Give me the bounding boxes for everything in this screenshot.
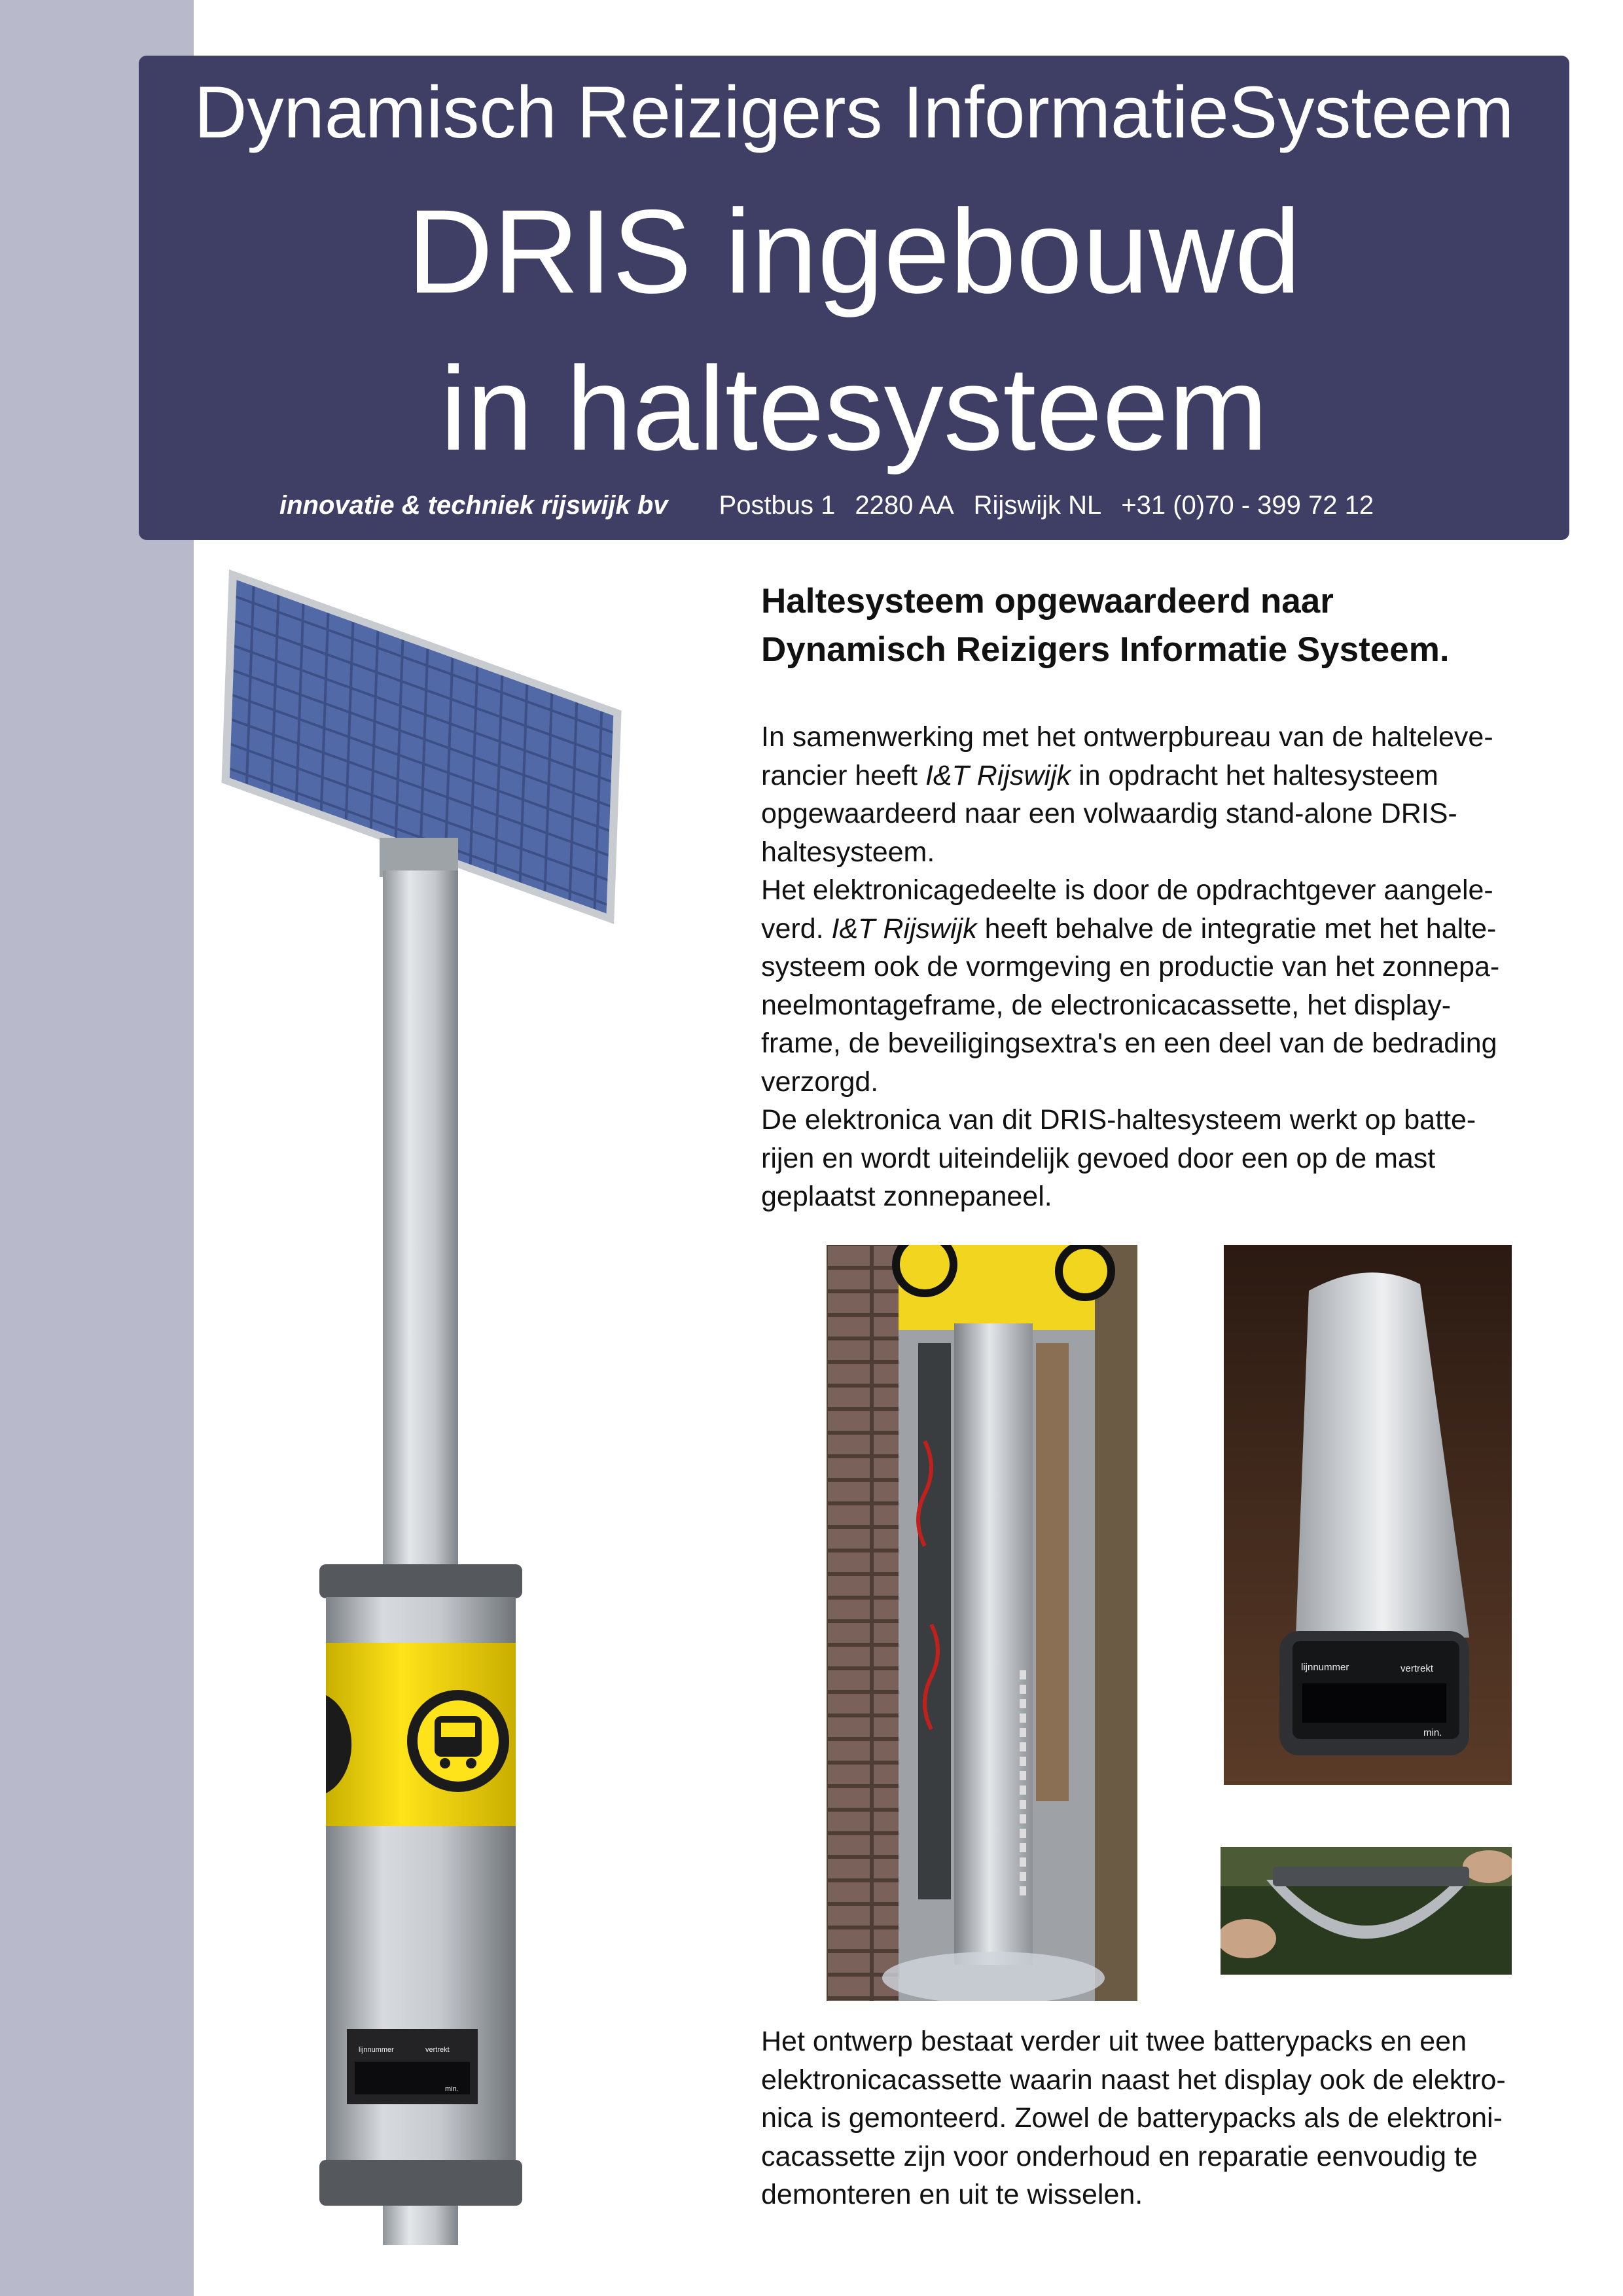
company-italic: I&T Rijswijk xyxy=(925,759,1071,791)
heading-line-2: Dynamisch Reizigers Informatie Systeem. xyxy=(761,630,1450,669)
text-fragment: heeft behalve de integratie met het halte- xyxy=(976,912,1497,944)
cassette-display-line-label: lijnnummer xyxy=(1301,1662,1349,1673)
paragraph-4 xyxy=(761,2022,1566,2214)
cassette-display-min-label: min. xyxy=(1423,1727,1442,1738)
photo-battery-pack xyxy=(1221,1847,1512,1975)
cassette-display-departure-label: vertrekt xyxy=(1400,1663,1434,1674)
postbus: Postbus 1 xyxy=(719,491,836,520)
photo-solar-bus-stop-pole xyxy=(209,563,668,2245)
postcode: 2280 AA xyxy=(855,491,954,520)
text-line: Het ontwerp bestaat verder uit twee batterypacks en een xyxy=(761,2026,1467,2057)
banner-title-line2: in haltesysteem xyxy=(440,342,1268,475)
text-line: neelmontageframe, de electronicacassette, het display- xyxy=(761,989,1452,1021)
text-line: cacassette zijn voor onderhoud en reparatie eenvoudig te xyxy=(761,2140,1478,2172)
text-line: geplaatst zonnepaneel. xyxy=(761,1181,1052,1212)
pole-display-line-label: lijnnummer xyxy=(359,2046,394,2054)
text-line: opgewaardeerd naar een volwaardig stand-alone DRIS- xyxy=(761,798,1457,829)
pole-display-min-label: min. xyxy=(445,2085,459,2093)
text-line: nica is gemonteerd. Zowel de batterypacks als de elektroni- xyxy=(761,2102,1503,2134)
pole-display-departure-label: vertrekt xyxy=(425,2046,450,2054)
photo-display-cassette xyxy=(1224,1245,1512,1785)
text-line: elektronicacassette waarin naast het display ook de elektro- xyxy=(761,2064,1506,2096)
text-line: Het elektronicagedeelte is door de opdrachtgever aangele- xyxy=(761,874,1493,906)
text-line: haltesysteem. xyxy=(761,836,935,868)
phone-number: +31 (0)70 - 399 72 12 xyxy=(1121,491,1374,520)
text-fragment: verd. xyxy=(761,912,832,944)
battery-pack-illustration xyxy=(1221,1847,1512,1975)
paragraph-2 xyxy=(761,871,1566,1101)
banner-title-line1: DRIS ingebouwd xyxy=(407,185,1301,318)
heading-line-1: Haltesysteem opgewaardeerd naar xyxy=(761,582,1334,620)
text-line: De elektronica van dit DRIS-haltesysteem werkt op batte- xyxy=(761,1104,1476,1136)
solar-pole-illustration xyxy=(209,563,668,2245)
text-line: verzorgd. xyxy=(761,1066,879,1098)
pole-interior-illustration xyxy=(827,1245,1137,2001)
city: Rijswijk NL xyxy=(973,491,1102,520)
display-cassette-illustration xyxy=(1224,1245,1512,1785)
article-body-bottom xyxy=(761,2022,1566,2214)
text-line: systeem ook de vormgeving en productie van het zonnepa- xyxy=(761,951,1500,982)
company-name: innovatie & techniek rijswijk bv xyxy=(279,491,668,520)
text-line: In samenwerking met het ontwerpbureau van de halteleve- xyxy=(761,721,1493,753)
photo-pole-interior xyxy=(827,1245,1137,2001)
paragraph-1 xyxy=(761,718,1566,871)
text-line: frame, de beveiligingsextra's en een deel van de bedrading xyxy=(761,1028,1497,1059)
banner-subtitle: Dynamisch Reizigers InformatieSysteem xyxy=(194,71,1514,153)
article-body xyxy=(761,718,1566,1216)
company-italic: I&T Rijswijk xyxy=(831,912,977,944)
text-line: rijen en wordt uiteindelijk gevoed door een op de mast xyxy=(761,1142,1436,1174)
contact-line xyxy=(279,491,1374,520)
paragraph-3 xyxy=(761,1101,1566,1216)
text-line: demonteren en uit te wisselen. xyxy=(761,2179,1143,2210)
text-fragment: rancier heeft xyxy=(761,759,925,791)
title-banner xyxy=(139,56,1569,540)
article-heading xyxy=(761,577,1566,674)
text-fragment: in opdracht het haltesysteem xyxy=(1071,759,1438,791)
